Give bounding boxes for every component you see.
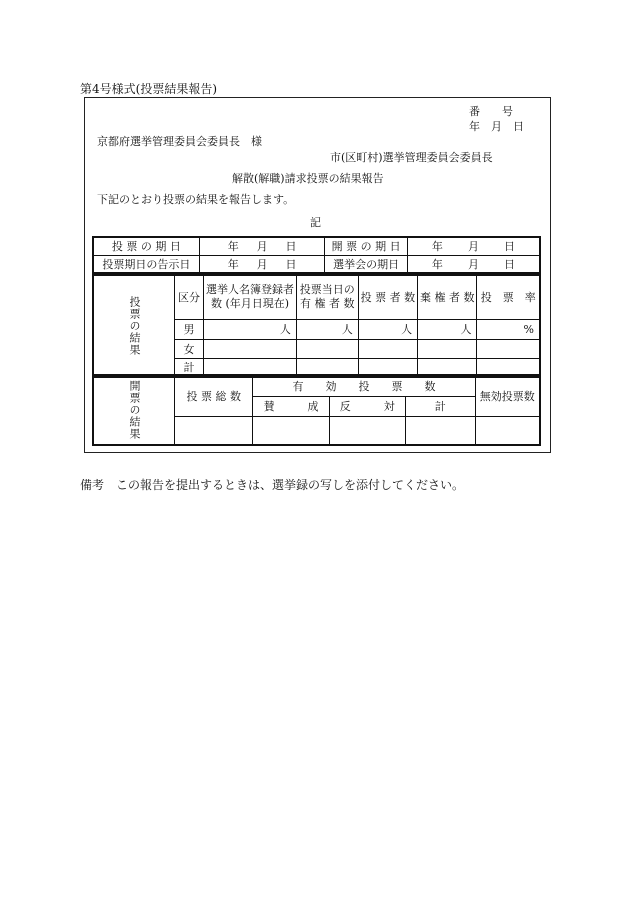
no-header: 反 対 [329,396,405,416]
day-voters-header-line2: 有 権 者 数 [300,297,355,311]
sum-header: 計 [405,396,475,416]
cell-voters-female [358,339,417,358]
registered-header-line1: 選挙人名簿登録者 [206,283,294,297]
ki-mark: 記 [310,216,321,229]
note: 備考 この報告を提出するときは、選挙録の写しを添付してください。 [80,478,465,492]
notice-date-value [199,255,325,273]
vote-results-section-label: 投票の結果 [93,275,175,377]
row-label-female: 女 [175,339,204,358]
day-mark: 日 [504,257,515,271]
row-label-total: 計 [175,358,204,377]
form-title: 第4号様式(投票結果報告) [80,82,217,96]
yes-header: 賛 成 [253,396,329,416]
abstain-header: 棄 権 者 数 [418,275,477,319]
cell-rate-female [477,339,540,358]
dates-table [92,236,541,274]
cell-abstain-male: 人 [418,319,477,339]
count-results-table [92,374,541,446]
year-mark: 年 [431,257,443,271]
notice-date-label: 投票期日の告示日 [93,255,199,273]
rate-header: 投 票 率 [477,275,540,319]
cell-day-voters-female [296,339,358,358]
voters-header: 投 票 者 数 [358,275,417,319]
addressee: 京都府選挙管理委員会委員長 様 [97,135,262,148]
invalid-votes-header: 無効投票数 [475,375,540,416]
month-mark: 月 [467,240,479,254]
open-date-value [407,237,540,255]
count-results-section-label: 開票の結果 [93,375,175,445]
valid-votes-header: 有 効 投 票 数 [253,375,475,396]
cell-voters-male: 人 [358,319,417,339]
meeting-date-label: 選挙会の期日 [325,255,407,273]
day-voters-header-line1: 投票当日の [299,283,355,297]
open-date-label: 開 票 の 期 日 [325,237,407,255]
year-mark: 年 [431,240,443,254]
cell-invalid [475,416,540,445]
cell-day-voters-male: 人 [296,319,358,339]
registered-header-line2: 数 (年月日現在) [210,297,290,311]
cell-no [329,416,405,445]
total-votes-header: 投 票 総 数 [175,375,253,416]
kubun-header: 区分 [175,275,204,319]
month-mark: 月 [256,240,268,254]
cell-registered-female [204,339,297,358]
year-mark: 年 [227,257,239,271]
date-label: 年 月 日 [469,120,524,133]
meeting-date-value [407,255,540,273]
vote-results-table [92,274,541,378]
row-label-male: 男 [175,319,204,339]
cell-rate-male: % [477,319,540,339]
cell-abstain-female [418,339,477,358]
report-title: 解散(解職)請求投票の結果報告 [232,172,384,185]
day-mark: 日 [285,240,297,254]
registered-header [204,275,297,319]
day-mark: 日 [285,257,297,271]
number-label: 番 号 [469,105,513,118]
year-mark: 年 [227,240,239,254]
intro-text: 下記のとおり投票の結果を報告します。 [97,193,295,206]
day-voters-header [296,275,358,319]
cell-sum [405,416,475,445]
cell-yes [253,416,329,445]
vote-date-value [199,237,325,255]
sender: 市(区町村)選挙管理委員会委員長 [330,151,493,164]
cell-total-votes [175,416,253,445]
vote-date-label: 投 票 の 期 日 [93,237,199,255]
cell-registered-male: 人 [204,319,297,339]
day-mark: 日 [504,240,515,254]
month-mark: 月 [256,257,268,271]
month-mark: 月 [467,257,479,271]
